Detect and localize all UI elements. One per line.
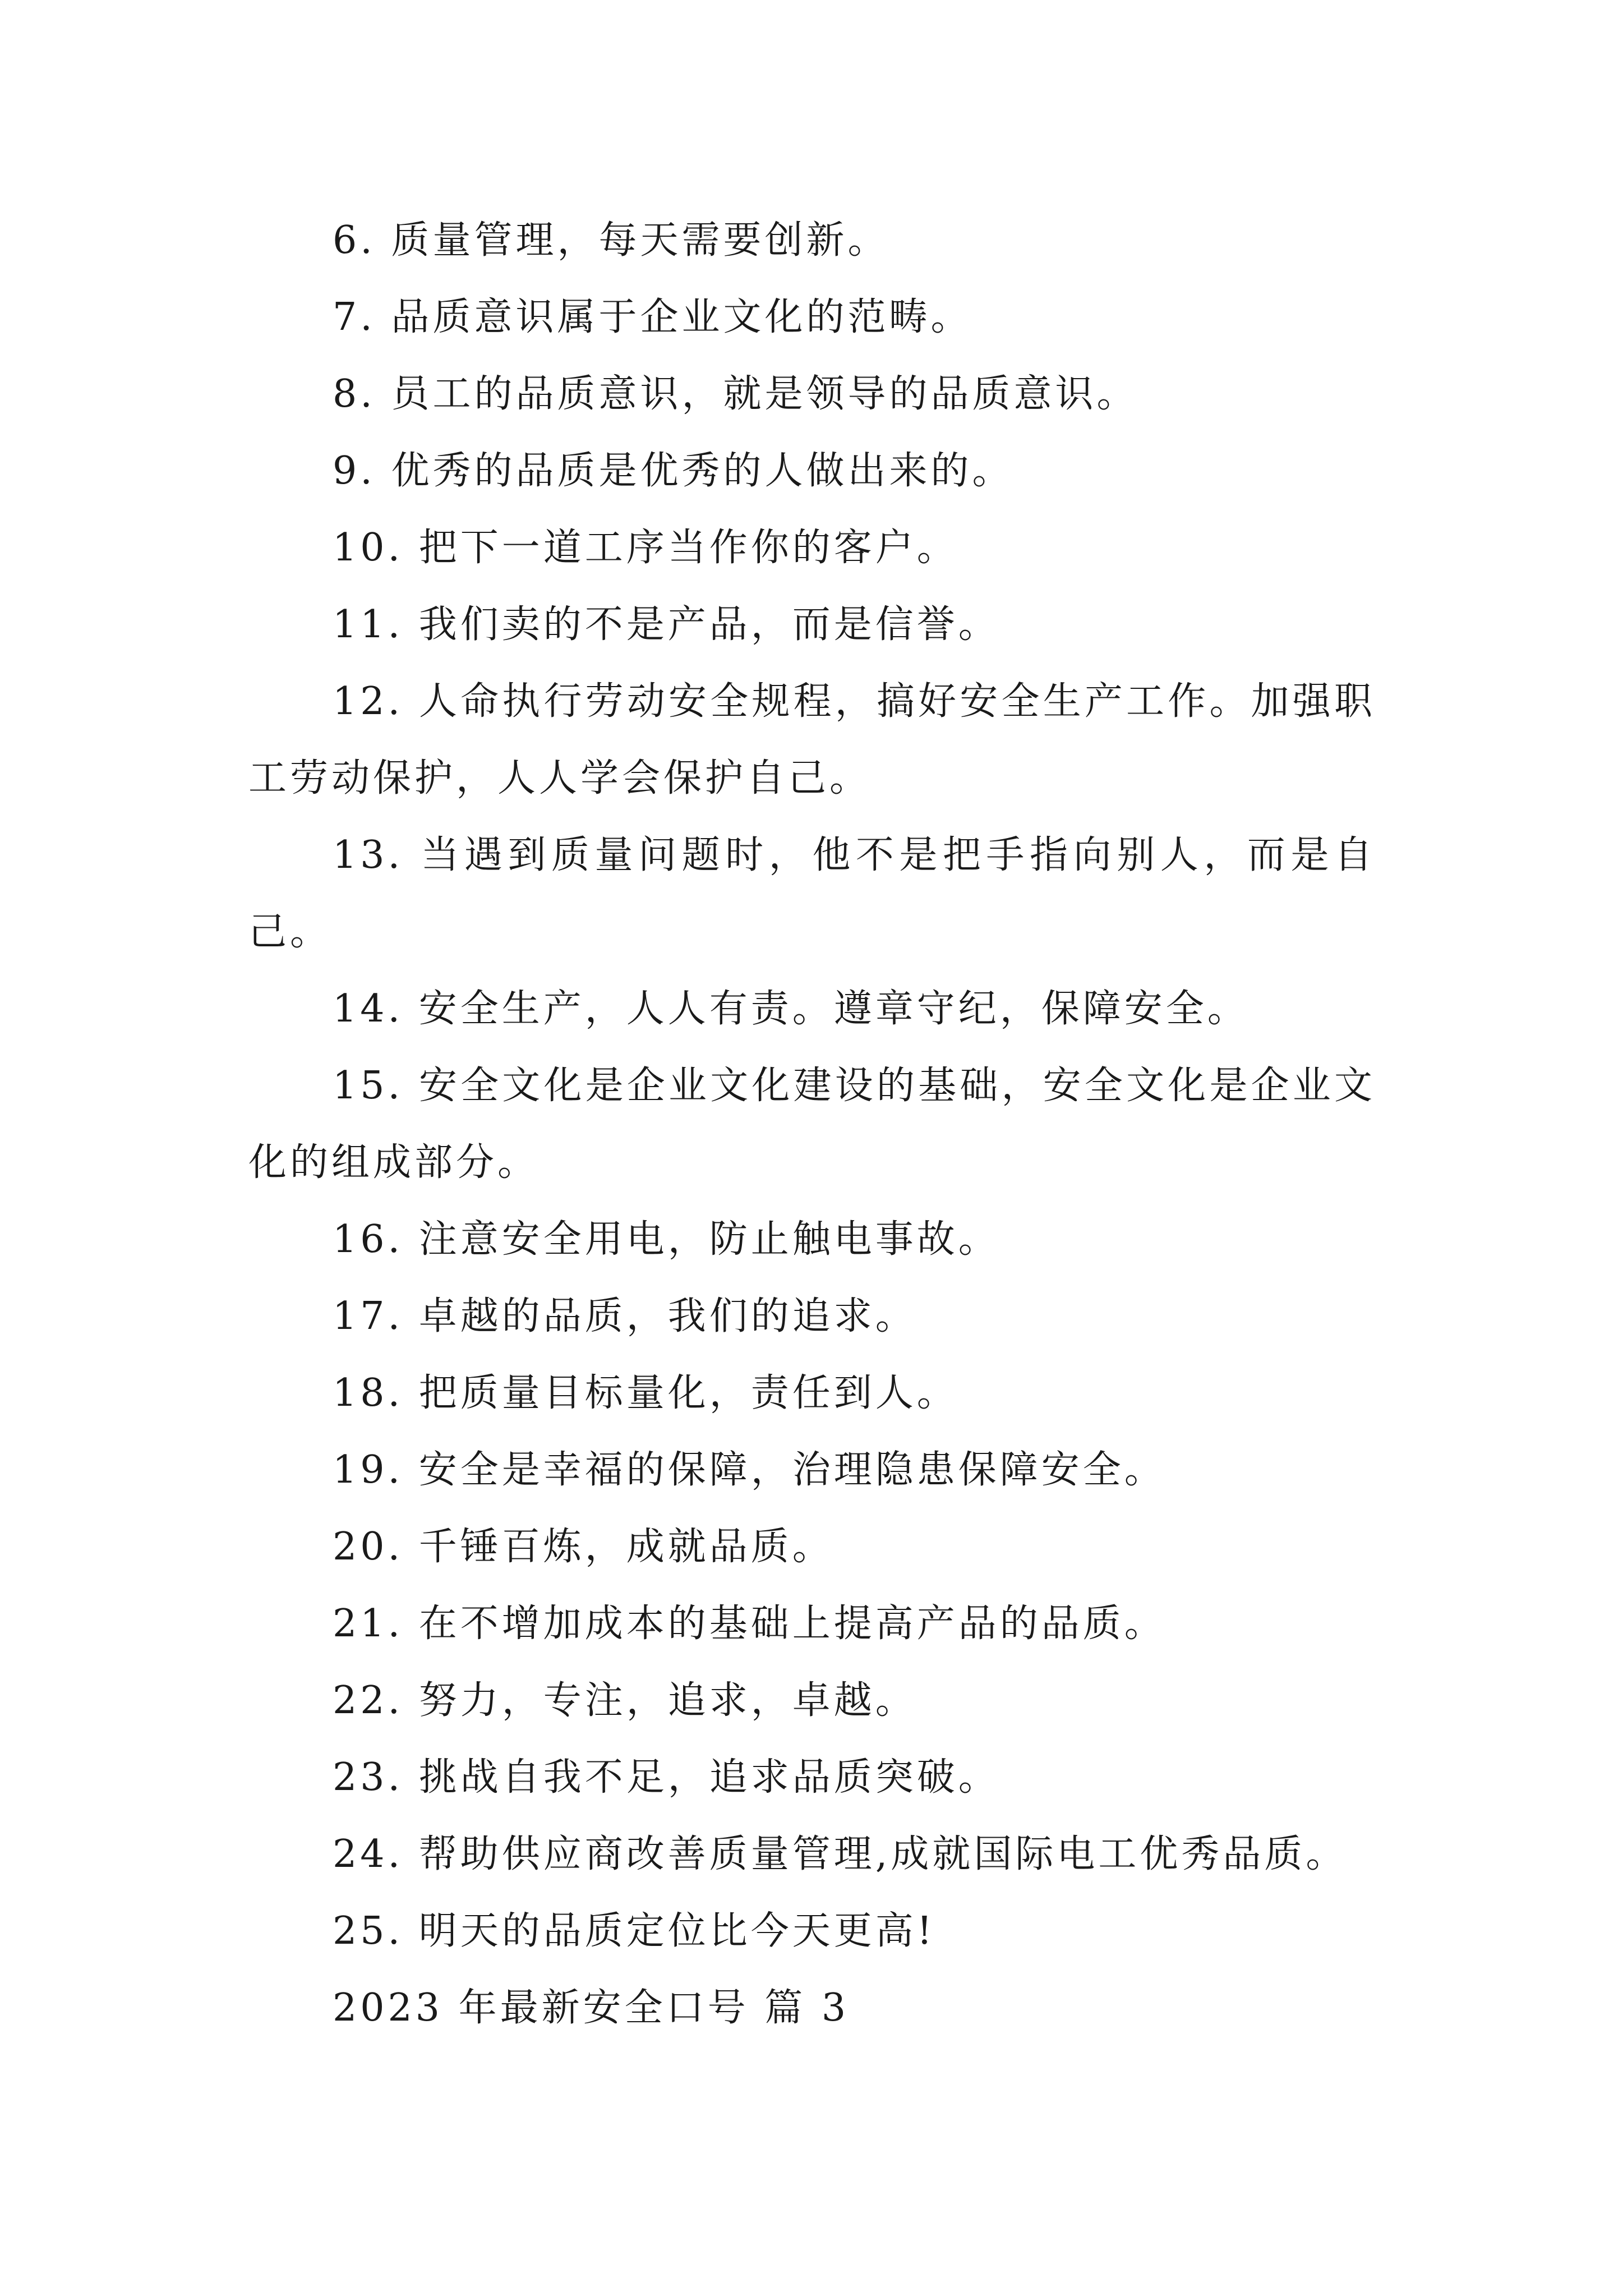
slogan-item: 10. 把下一道工序当作你的客户。 <box>333 526 958 570</box>
slogan-item: 6. 质量管理，每天需要创新。 <box>333 218 889 263</box>
slogan-item: 17. 卓越的品质，我们的追求。 <box>333 1294 917 1338</box>
slogan-item: 18. 把质量目标量化，责任到人。 <box>333 1371 958 1415</box>
slogan-item: 7. 品质意识属于企业文化的范畴。 <box>333 295 972 339</box>
slogan-item: 22. 努力，专注，追求，卓越。 <box>333 1678 917 1723</box>
slogan-item: 16. 注意安全用电，防止触电事故。 <box>333 1217 1000 1262</box>
slogan-item: 20. 千锤百炼，成就品质。 <box>333 1525 834 1569</box>
slogan-item: 19. 安全是幸福的保障，治理隐患保障安全。 <box>333 1448 1166 1492</box>
section-heading: 2023 年最新安全口号 篇 3 <box>333 1986 850 2030</box>
slogan-item: 9. 优秀的品质是优秀的人做出来的。 <box>333 449 1014 493</box>
slogan-item: 23. 挑战自我不足，追求品质突破。 <box>333 1755 1000 1800</box>
document-body <box>248 202 1376 2046</box>
slogan-item: 15. 安全文化是企业文化建设的基础，安全文化是企业文化的组成部分。 <box>248 1064 1376 1185</box>
slogan-item: 8. 员工的品质意识，就是领导的品质意识。 <box>333 372 1138 416</box>
slogan-item: 25. 明天的品质定位比今天更高! <box>333 1909 936 1953</box>
slogan-item: 14. 安全生产，人人有责。遵章守纪，保障安全。 <box>333 987 1249 1031</box>
slogan-item: 13. 当遇到质量问题时，他不是把手指向别人，而是自己。 <box>248 833 1376 954</box>
slogan-item: 21. 在不增加成本的基础上提高产品的品质。 <box>333 1602 1166 1646</box>
slogan-item: 24. 帮助供应商改善质量管理,成就国际电工优秀品质。 <box>333 1832 1348 1876</box>
slogan-item: 11. 我们卖的不是产品，而是信誉。 <box>333 602 1000 647</box>
slogan-item: 12. 人命执行劳动安全规程，搞好安全生产工作。加强职工劳动保护，人人学会保护自己。 <box>248 679 1376 800</box>
